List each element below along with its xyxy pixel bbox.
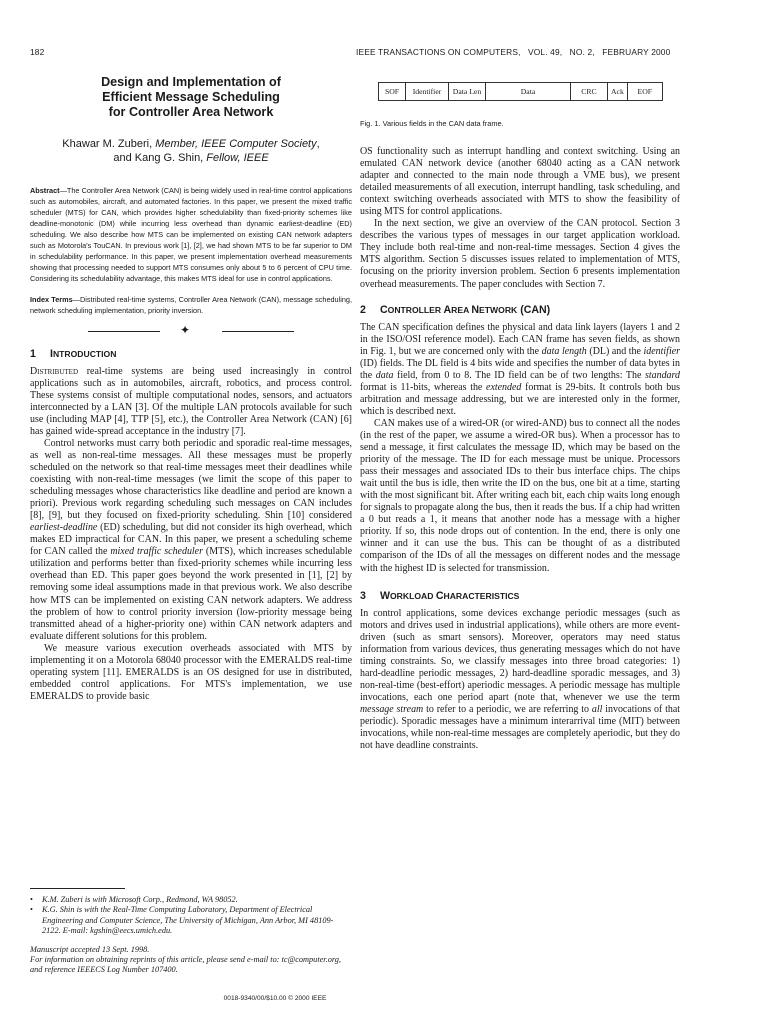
can-p1-e: format is 11-bits, whereas the [360,381,487,393]
journal-header: IEEE TRANSACTIONS ON COMPUTERS, VOL. 49, NO. 2, FEBRUARY 2000 [356,47,671,57]
manuscript-note: Manuscript accepted 13 Sept. 1998. [30,944,150,954]
copyright-footer: 0018-9340/00/$10.00 © 2000 IEEE [223,995,327,1002]
s3-t3: C [435,589,444,602]
s3-t4: HARACTERISTICS [443,590,520,601]
can-field-data: Data [486,83,571,101]
section-3-heading [360,589,680,603]
can-field-ack: Ack [608,83,628,101]
can-p1-em5: extended [486,381,522,393]
s2-t6: ETWORK [479,304,518,315]
can-paragraph-2: CAN makes use of a wired-OR (or wired-AND) bus to connect all the nodes (in the rest of the paper, we assume a wired-OR bus). When a processor has to send a message, it first calculates the message ID, which may be based on the priority of the message. The ID for each message must be unique. Processors pass their messages and associated IDs to their bus interface chips. The chips wait until the bus is idle, then write the ID on the bus, one bit at a time, starting with the most significant bit. After writing each bit, each chip waits long enough for signals to propagate along the bus, then it reads the bus. If a chip had written a 0 but reads a 1, it means that another node has a message with a higher priority. If so, this node drops out of contention. In the end, there is only one winner and it can use the bus. This can be thought of as a distributed comparison of the IDs of all the messages on different nodes and the message with the highest ID is selected for transmission. [360,417,680,574]
section-2-heading [360,303,680,317]
footnote-rule [30,888,125,889]
section-2-number: 2 [360,303,366,316]
section-1-title-initial: I [50,347,53,360]
s2-t4: REA [451,304,472,315]
can-p1-f: format is 29-bits. It controls both bus arbitration and message addressing, but we are interested only in the former, which is described next. [360,381,681,417]
title-line-2: Efficient Message Scheduling [102,90,280,105]
s2-t1: C [380,303,388,316]
author-block: Khawar M. Zuberi, Member, IEEE Computer Society, and Kang G. Shin, Fellow, IEEE [62,137,320,164]
section-1-title-rest: NTRODUCTION [52,348,117,359]
can-p1-em2: identifier [643,345,680,357]
can-field-crc: CRC [571,83,608,101]
right-column [360,82,680,752]
footnote-1-bullet: • [30,895,33,904]
title-line-3: for Controller Area Network [108,105,274,120]
reprints-note: For information on obtaining reprints of this article, please send e-mail to: tc@computer.org, and reference IEEECS Log Number 107400. [30,955,341,975]
intro-first-word: Distributed [30,365,79,377]
divider-line-right [222,331,294,332]
intro-p2-em-ed: earliest-deadline [30,522,98,534]
abstract [30,185,352,284]
section-1-number: 1 [30,347,36,360]
intro-paragraph-1 [30,366,352,438]
wl-p1-em1: message stream [360,703,424,715]
can-p1-em4: standard [645,369,680,381]
can-p1-d: field, from 0 to 8. The ID field can be of two lengths: The [393,369,646,381]
divider-line-left [88,331,160,332]
s2-t2: ONTROLLER [387,304,444,315]
intro-p2-c: (MTS), which increases schedulable utilization and performs better than fixed-priority schemes while incurring less overhead than ED. This paper goes beyond the work presented in [1], [2] by removing some ideal assumptions made in that previous work. We also describe how MTS can be implemented on existing CAN network adapters. We address the problem of how to control priority inversion (low-priority message being transmitted ahead of a higher-priority one) within CAN network adapters and evaluate different solutions for this problem. [30,546,352,642]
author-1-role: Member, IEEE Computer Society [155,137,317,150]
intro-p2-b: (ED) scheduling, but did not consider its high overhead, which makes ED impractical for CAN. In this paper, we present a scheduling scheme for CAN called the [30,522,352,558]
index-terms-label: Index Terms [30,294,73,304]
footnote-1-text: K.M. Zuberi is with Microsoft Corp., Redmond, WA 98052. [42,895,238,904]
left-column [30,75,352,703]
can-p1-em3: data [375,369,394,381]
can-p1-a: The CAN specification defines the physical and data link layers (layers 1 and 2 in the ISO/OSI reference model). Each CAN frame has seven fields, as shown in Fig. 1, but we are concerned only with the [360,321,680,357]
wl-p1-em2: all [591,703,603,715]
footnotes [30,888,352,976]
paper-title [30,75,352,121]
right-paragraph-1: OS functionality such as interrupt handling and context switching. Using an emulated CAN network device (another 68040 acting as a CAN network adapter and connected to the main node through a VME bus), we present detailed measurements of all execution, interrupt handling, task scheduling, and context switching overheads associated with MTS to show the feasibility of using MTS for control applications. [360,146,680,218]
footnote-1 [30,895,352,905]
can-field-eof: EOF [627,83,662,101]
section-1-heading [30,347,352,361]
index-terms [30,294,352,316]
intro-paragraph-3: We measure various execution overheads associated with MTS by implementing it on a Motorola 68040 processor with the EMERALDS real-time operating system [11]. EMERALDS is an OS designed for use in distributed, embedded control applications. For MTS's implementation, we use EMERALDS to provide basic [30,642,352,702]
can-field-sof: SOF [379,83,406,101]
right-paragraph-2: In the next section, we give an overview of the CAN protocol. Section 3 describes the various types of messages in our target application workload. They include both real-time and non-real-time messages. Section 4 gives the MTS algorithm. Section 5 discusses issues related to implementation of MTS, focusing on the priority inversion problem. Section 6 presents implementation overhead measurements. The paper concludes with Section 7. [360,218,680,290]
section-divider [30,322,352,337]
section-3-number: 3 [360,589,366,602]
intro-p2-em-mts: mixed traffic scheduler [110,546,203,558]
can-p1-b: (DL) and the [586,345,644,357]
author-2-role: Fellow, IEEE [206,151,269,164]
wl-p1-c: invocations of that periodic). Sporadic messages have a minimum interarrival time (MIT) between invocations, while non-real-time messages are completely aperiodic, but they do not have deadline constraints. [360,703,680,752]
divider-ornament-icon: ✦ [180,322,191,337]
can-paragraph-1 [360,322,680,418]
s2-t5: N [471,303,480,316]
can-field-identifier: Identifier [406,83,449,101]
footnote-2 [30,905,352,936]
can-frame-figure [378,82,663,101]
can-field-data-len: Data Len [449,83,486,101]
intro-paragraph-1-text: real-time systems are being used increasingly in control applications such as in automobiles, aircraft, robotics, and process control. These systems consist of multiple computational nodes, sensors, and actuators interconnected by a LAN [3]. Of the multiple LAN protocols available for such use (including MAP [4], TTP [5], etc.), the Controller Area Network (CAN) [6] has gained wide-spread acceptance in the industry [7]. [30,365,352,437]
s2-t3: A [443,303,452,316]
page-number: 182 [30,47,45,57]
s3-t2: ORKLOAD [390,590,436,601]
wl-p1-b: to refer to a periodic, we are referring to [423,703,592,715]
s2-t7: (CAN) [517,303,551,316]
abstract-text: —The Controller Area Network (CAN) is being widely used in real-time control applications such as automobiles, aircraft, and automated factories. In this paper, we present the mixed traffic scheduler (MTS) for CAN, which provides higher schedulability than fixed-priority schemes like deadline-monotonic (DM) while incurring less overhead than dynamic earliest-deadline (ED) scheduling. We also describe how MTS can be implemented on existing CAN network adapters such as Motorola's TouCAN. In previous work [1], [2], we had shown MTS to be far superior to DM in schedulability performance. In this paper, we present implementation overhead measurements showing that processing needed to support MTS consumes only about 5 to 6 percent of CPU time. Considering its schedulability advantage, this makes MTS ideal for use in control applications. [30,185,352,283]
footnote-2-text: K.G. Shin is with the Real-Time Computing Laboratory, Department of Electrical Engineering and Computer Science, The University of Michigan, Ann Arbor, MI 48109-2122. E-mail: kgshin@eecs.umich.edu. [42,905,334,936]
intro-paragraph-2 [30,438,352,643]
s3-t1: W [380,589,390,602]
author-1-name: Khawar M. Zuberi, [62,137,156,150]
figure-1-caption: Fig. 1. Various fields in the CAN data frame. [360,119,504,128]
intro-p2-a: Control networks must carry both periodic and sporadic real-time messages, as well as non-real-time messages. All these messages must be properly scheduled on the network so that real-time messages meet their deadlines while coexisting with non-real-time messages (we limit the scope of this paper to scheduling messages whose characteristics like deadline and period are known a priori). Previous work regarding scheduling such messages on CAN includes [8], [9], but they focused on fixed-priority scheduling. Shin [10] considered [30,437,352,522]
workload-paragraph-1 [360,608,680,753]
can-p1-em1: data length [541,345,587,357]
can-frame-fields [379,83,663,101]
can-p1-c: (ID) fields. The DL field is 4 bits wide and specifies the number of data bytes in the [360,357,680,381]
index-terms-text: —Distributed real-time systems, Controller Area Network (CAN), message scheduling, network scheduling implementation, priority inversion. [30,294,353,315]
abstract-label: Abstract [30,185,60,195]
wl-p1-a: In control applications, some devices exchange periodic messages (such as motors and drives used in industrial applications), while others are more event-driven (such as smart sensors). Moreover, operators may need status information from various devices, thus generating messages which do not have timing constraints. So, we classify messages into three broad categories: 1) hard-deadline periodic messages, 2) hard-deadline sporadic messages, and 3) non-real-time (best-effort) aperiodic messages. A periodic message has multiple invocations, each one period apart (note that, whenever we use the term [360,607,680,703]
title-line-1: Design and Implementation of [101,75,281,89]
footnote-2-bullet: • [30,905,33,915]
author-2-name: and Kang G. Shin, [113,151,207,164]
